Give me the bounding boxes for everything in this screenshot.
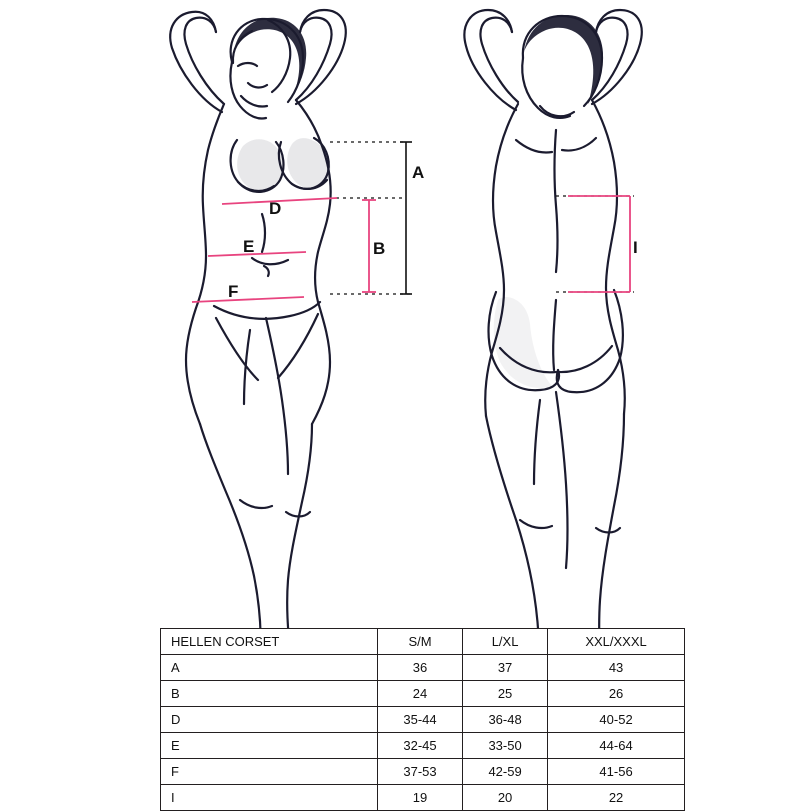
table-row bbox=[161, 785, 685, 811]
cell-i-sm: 19 bbox=[378, 785, 463, 811]
cell-f-xxl: 41-56 bbox=[548, 759, 685, 785]
table-row bbox=[161, 681, 685, 707]
table-row bbox=[161, 707, 685, 733]
row-label-e: E bbox=[161, 733, 378, 759]
cell-i-xxl: 22 bbox=[548, 785, 685, 811]
row-label-f: F bbox=[161, 759, 378, 785]
cell-b-sm: 24 bbox=[378, 681, 463, 707]
row-label-i: I bbox=[161, 785, 378, 811]
cell-d-xxl: 40-52 bbox=[548, 707, 685, 733]
cell-d-sm: 35-44 bbox=[378, 707, 463, 733]
table-row bbox=[161, 733, 685, 759]
measure-label-b: B bbox=[373, 239, 386, 258]
measure-label-a: A bbox=[412, 163, 425, 182]
measure-label-e: E bbox=[243, 237, 255, 256]
cell-f-sm: 37-53 bbox=[378, 759, 463, 785]
cell-f-lxl: 42-59 bbox=[463, 759, 548, 785]
table-header-product: HELLEN CORSET bbox=[161, 629, 378, 655]
cell-b-xxl: 26 bbox=[548, 681, 685, 707]
size-table bbox=[160, 628, 685, 811]
cell-e-lxl: 33-50 bbox=[463, 733, 548, 759]
table-row bbox=[161, 655, 685, 681]
cell-e-sm: 32-45 bbox=[378, 733, 463, 759]
cell-d-lxl: 36-48 bbox=[463, 707, 548, 733]
table-header-xxl: XXL/XXXL bbox=[548, 629, 685, 655]
cell-e-xxl: 44-64 bbox=[548, 733, 685, 759]
cell-a-lxl: 37 bbox=[463, 655, 548, 681]
row-label-d: D bbox=[161, 707, 378, 733]
cell-i-lxl: 20 bbox=[463, 785, 548, 811]
table-header-row bbox=[161, 629, 685, 655]
measure-label-d: D bbox=[269, 199, 282, 218]
cell-b-lxl: 25 bbox=[463, 681, 548, 707]
row-label-a: A bbox=[161, 655, 378, 681]
table-header-sm: S/M bbox=[378, 629, 463, 655]
cell-a-xxl: 43 bbox=[548, 655, 685, 681]
back-measure-guides bbox=[556, 196, 634, 292]
measure-label-f: F bbox=[228, 282, 239, 301]
cell-a-sm: 36 bbox=[378, 655, 463, 681]
row-label-b: B bbox=[161, 681, 378, 707]
measure-label-i: I bbox=[633, 238, 638, 257]
table-row bbox=[161, 759, 685, 785]
table-header-lxl: L/XL bbox=[463, 629, 548, 655]
